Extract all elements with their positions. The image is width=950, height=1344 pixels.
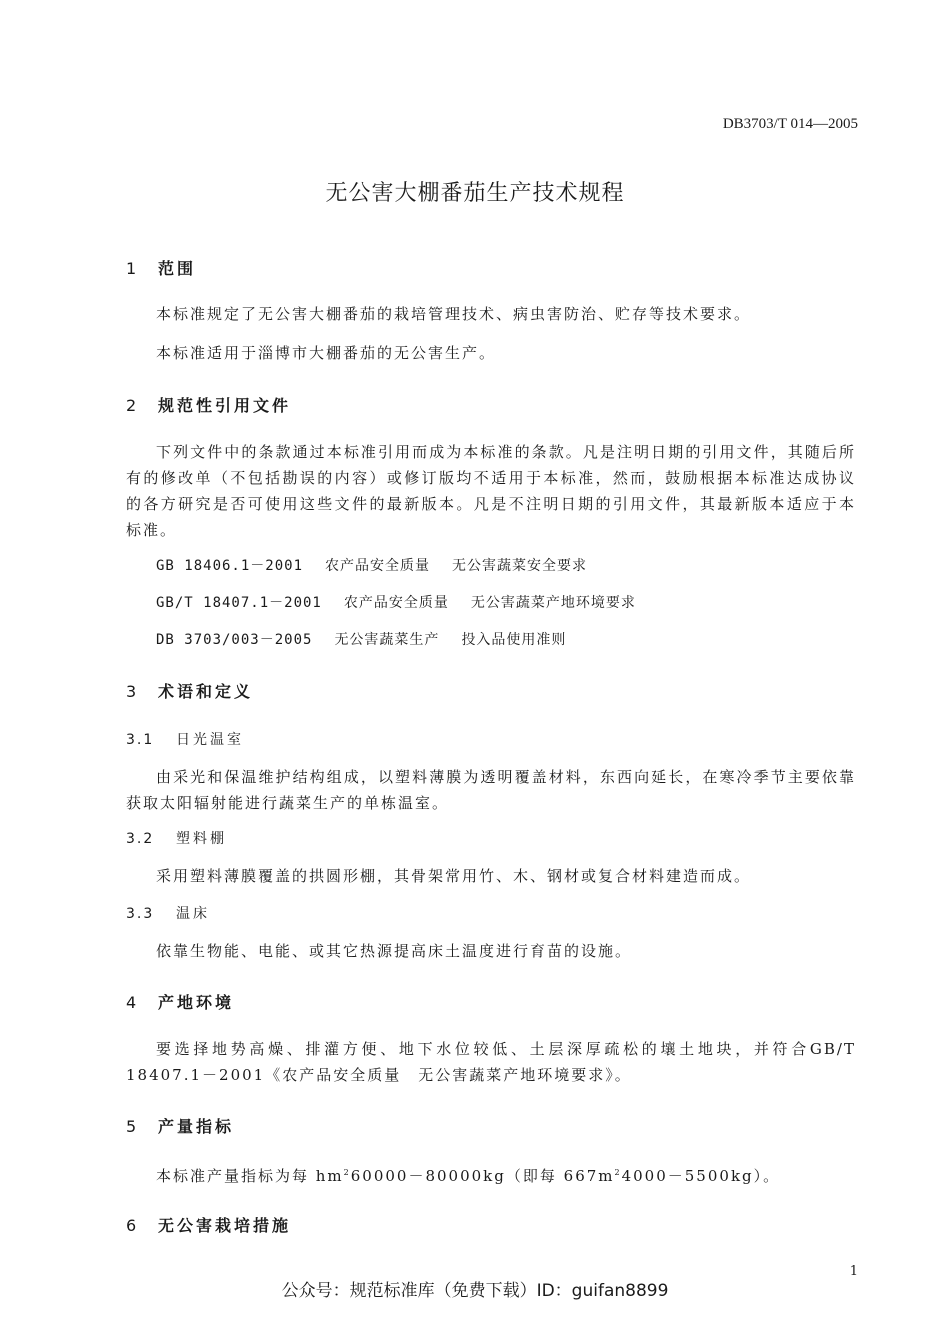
section-number: 6 — [126, 1216, 140, 1235]
reference-code: GB/T 18407.1－2001 — [156, 595, 322, 611]
standard-code: DB3703/T 014—2005 — [722, 116, 858, 132]
section-title: 无公害栽培措施 — [158, 1216, 292, 1235]
superscript: 2 — [614, 1168, 622, 1177]
reference-item — [156, 629, 566, 649]
section-2-paragraph-1: 下列文件中的条款通过本标准引用而成为本标准的条款。凡是注明日期的引用文件，其随后所有的修改单（不包括勘误的内容）或修订版均不适用于本标准，然而，鼓励根据本标准达成协议的各方研究是否可使用这些文件的最新版本。凡是不注明日期的引用文件，其最新版本适应于本标准。 — [126, 443, 856, 539]
section-title: 产量指标 — [158, 1117, 235, 1136]
section-1-paragraph-2: 本标准适用于淄博市大棚番茄的无公害生产。 — [156, 344, 497, 362]
reference-part-1: 无公害蔬菜生产 — [334, 632, 440, 648]
section-number: 2 — [126, 396, 140, 415]
subsection-title: 日光温室 — [176, 732, 244, 748]
subsection-title: 塑料棚 — [176, 831, 227, 847]
section-3-heading — [126, 679, 253, 702]
section-number: 5 — [126, 1117, 140, 1136]
document-title: 无公害大棚番茄生产技术规程 — [325, 181, 625, 206]
section-number: 4 — [126, 993, 140, 1012]
section-title: 规范性引用文件 — [158, 396, 292, 415]
subsection-title: 温床 — [176, 906, 210, 922]
section-4-heading — [126, 990, 234, 1013]
section-5-paragraph-1 — [126, 1160, 856, 1189]
reference-part-1: 农产品安全质量 — [343, 595, 449, 611]
section-6-heading — [126, 1213, 291, 1236]
subsection-3-3-paragraph: 依靠生物能、电能、或其它热源提高床土温度进行育苗的设施。 — [156, 942, 633, 960]
section-4-paragraph-1: 要选择地势高燥、排灌方便、地下水位较低、土层深厚疏松的壤土地块，并符合GB/T 18407.1－2001《农产品安全质量 无公害蔬菜产地环境要求》。 — [126, 1040, 856, 1084]
footer-watermark-text: 公众号：规范标准库（免费下载）ID：guifan8899 — [281, 1281, 669, 1301]
section-title: 产地环境 — [158, 993, 235, 1012]
reference-code: GB 18406.1－2001 — [156, 558, 304, 574]
reference-part-2: 无公害蔬菜产地环境要求 — [470, 595, 636, 611]
reference-part-2: 无公害蔬菜安全要求 — [452, 558, 588, 574]
subsection-3-2-paragraph: 采用塑料薄膜覆盖的拱圆形棚，其骨架常用竹、木、钢材或复合材料建造而成。 — [156, 867, 752, 885]
section-number: 1 — [126, 259, 140, 278]
subsection-number: 3.3 — [126, 906, 155, 922]
reference-item — [156, 555, 587, 575]
page-number: 1 — [849, 1264, 858, 1279]
subsection-3-1-paragraph: 由采光和保温维护结构组成，以塑料薄膜为透明覆盖材料，东西向延长，在寒冷季节主要依靠获取太阳辐射能进行蔬菜生产的单栋温室。 — [126, 768, 856, 812]
section-2-heading — [126, 393, 291, 416]
yield-text-part-1: 本标准产量指标为每 hm — [156, 1167, 344, 1185]
section-number: 3 — [126, 682, 140, 701]
reference-part-2: 投入品使用准则 — [461, 632, 567, 648]
section-title: 范围 — [158, 259, 197, 278]
section-5-heading — [126, 1114, 234, 1137]
section-title: 术语和定义 — [158, 682, 254, 701]
subsection-3-3-heading — [126, 903, 210, 923]
yield-text-part-2: 60000－80000kg（即每 667m — [350, 1167, 615, 1185]
reference-code: DB 3703/003－2005 — [156, 632, 313, 648]
subsection-3-1-heading — [126, 729, 244, 749]
subsection-number: 3.1 — [126, 732, 155, 748]
section-1-heading — [126, 256, 196, 279]
section-1-paragraph-1: 本标准规定了无公害大棚番茄的栽培管理技术、病虫害防治、贮存等技术要求。 — [156, 305, 752, 323]
subsection-number: 3.2 — [126, 831, 155, 847]
yield-text-part-3: 4000－5500kg）。 — [621, 1167, 781, 1185]
subsection-3-2-heading — [126, 828, 227, 848]
superscript: 2 — [343, 1168, 351, 1177]
reference-item — [156, 592, 636, 612]
reference-part-1: 农产品安全质量 — [325, 558, 431, 574]
